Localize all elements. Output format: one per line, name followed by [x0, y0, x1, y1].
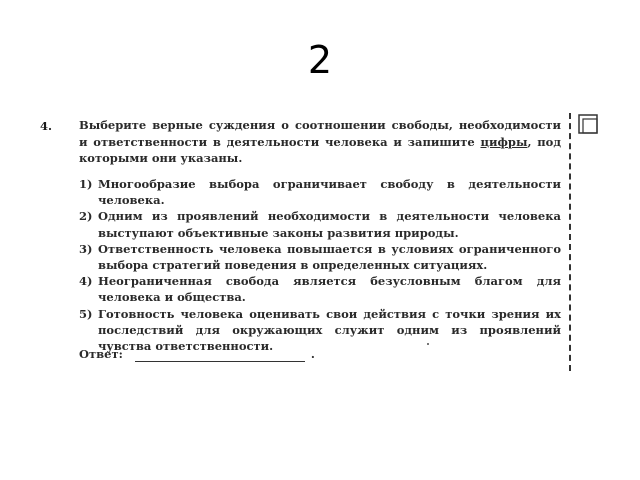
slide-title: 2 — [307, 38, 333, 82]
option-item — [79, 241, 561, 273]
dashed-divider — [569, 113, 571, 371]
option-number: 5) — [79, 306, 93, 321]
option-text: Одним из проявлений необходимости в деятельности человека выступают объективные законы развития природы. — [98, 209, 561, 240]
option-item — [79, 208, 561, 240]
answer-end: . — [310, 347, 315, 361]
option-number: 1) — [79, 177, 93, 191]
answer-box-icon — [578, 113, 598, 135]
question-part-1: Выберите верные суждения о соотношении свободы, необходимости и ответственности в деятельности человека и запишите — [79, 118, 561, 149]
question-emphasis: цифры — [480, 134, 528, 149]
answer-label: Ответ: — [79, 347, 123, 361]
scan-dot — [427, 343, 429, 345]
option-text: Ответственность человека повышается в условиях ограниченного выбора стратегий поведения в определенных ситуациях. — [98, 241, 561, 273]
option-item — [79, 176, 561, 208]
option-text: Готовность человека оценивать свои действия с точки зрения их последствий для окружающих служит одним из проявлений чувства ответственности. — [98, 306, 561, 354]
options-list — [79, 176, 561, 354]
option-number: 2) — [79, 209, 93, 224]
answer-field[interactable] — [135, 349, 305, 362]
question-text — [79, 117, 561, 167]
question-part-2: , под которыми они указаны. — [79, 134, 561, 165]
answer-row — [79, 346, 315, 362]
option-text: Многообразие выбора ограничивает свободу в деятельности человека. — [98, 177, 561, 208]
option-item — [79, 273, 561, 305]
task-number: 4. — [40, 119, 53, 133]
option-text: Неограниченная свобода является безусловным благом для человека и общества. — [98, 274, 561, 305]
option-number: 4) — [79, 274, 93, 289]
option-number: 3) — [79, 241, 93, 256]
